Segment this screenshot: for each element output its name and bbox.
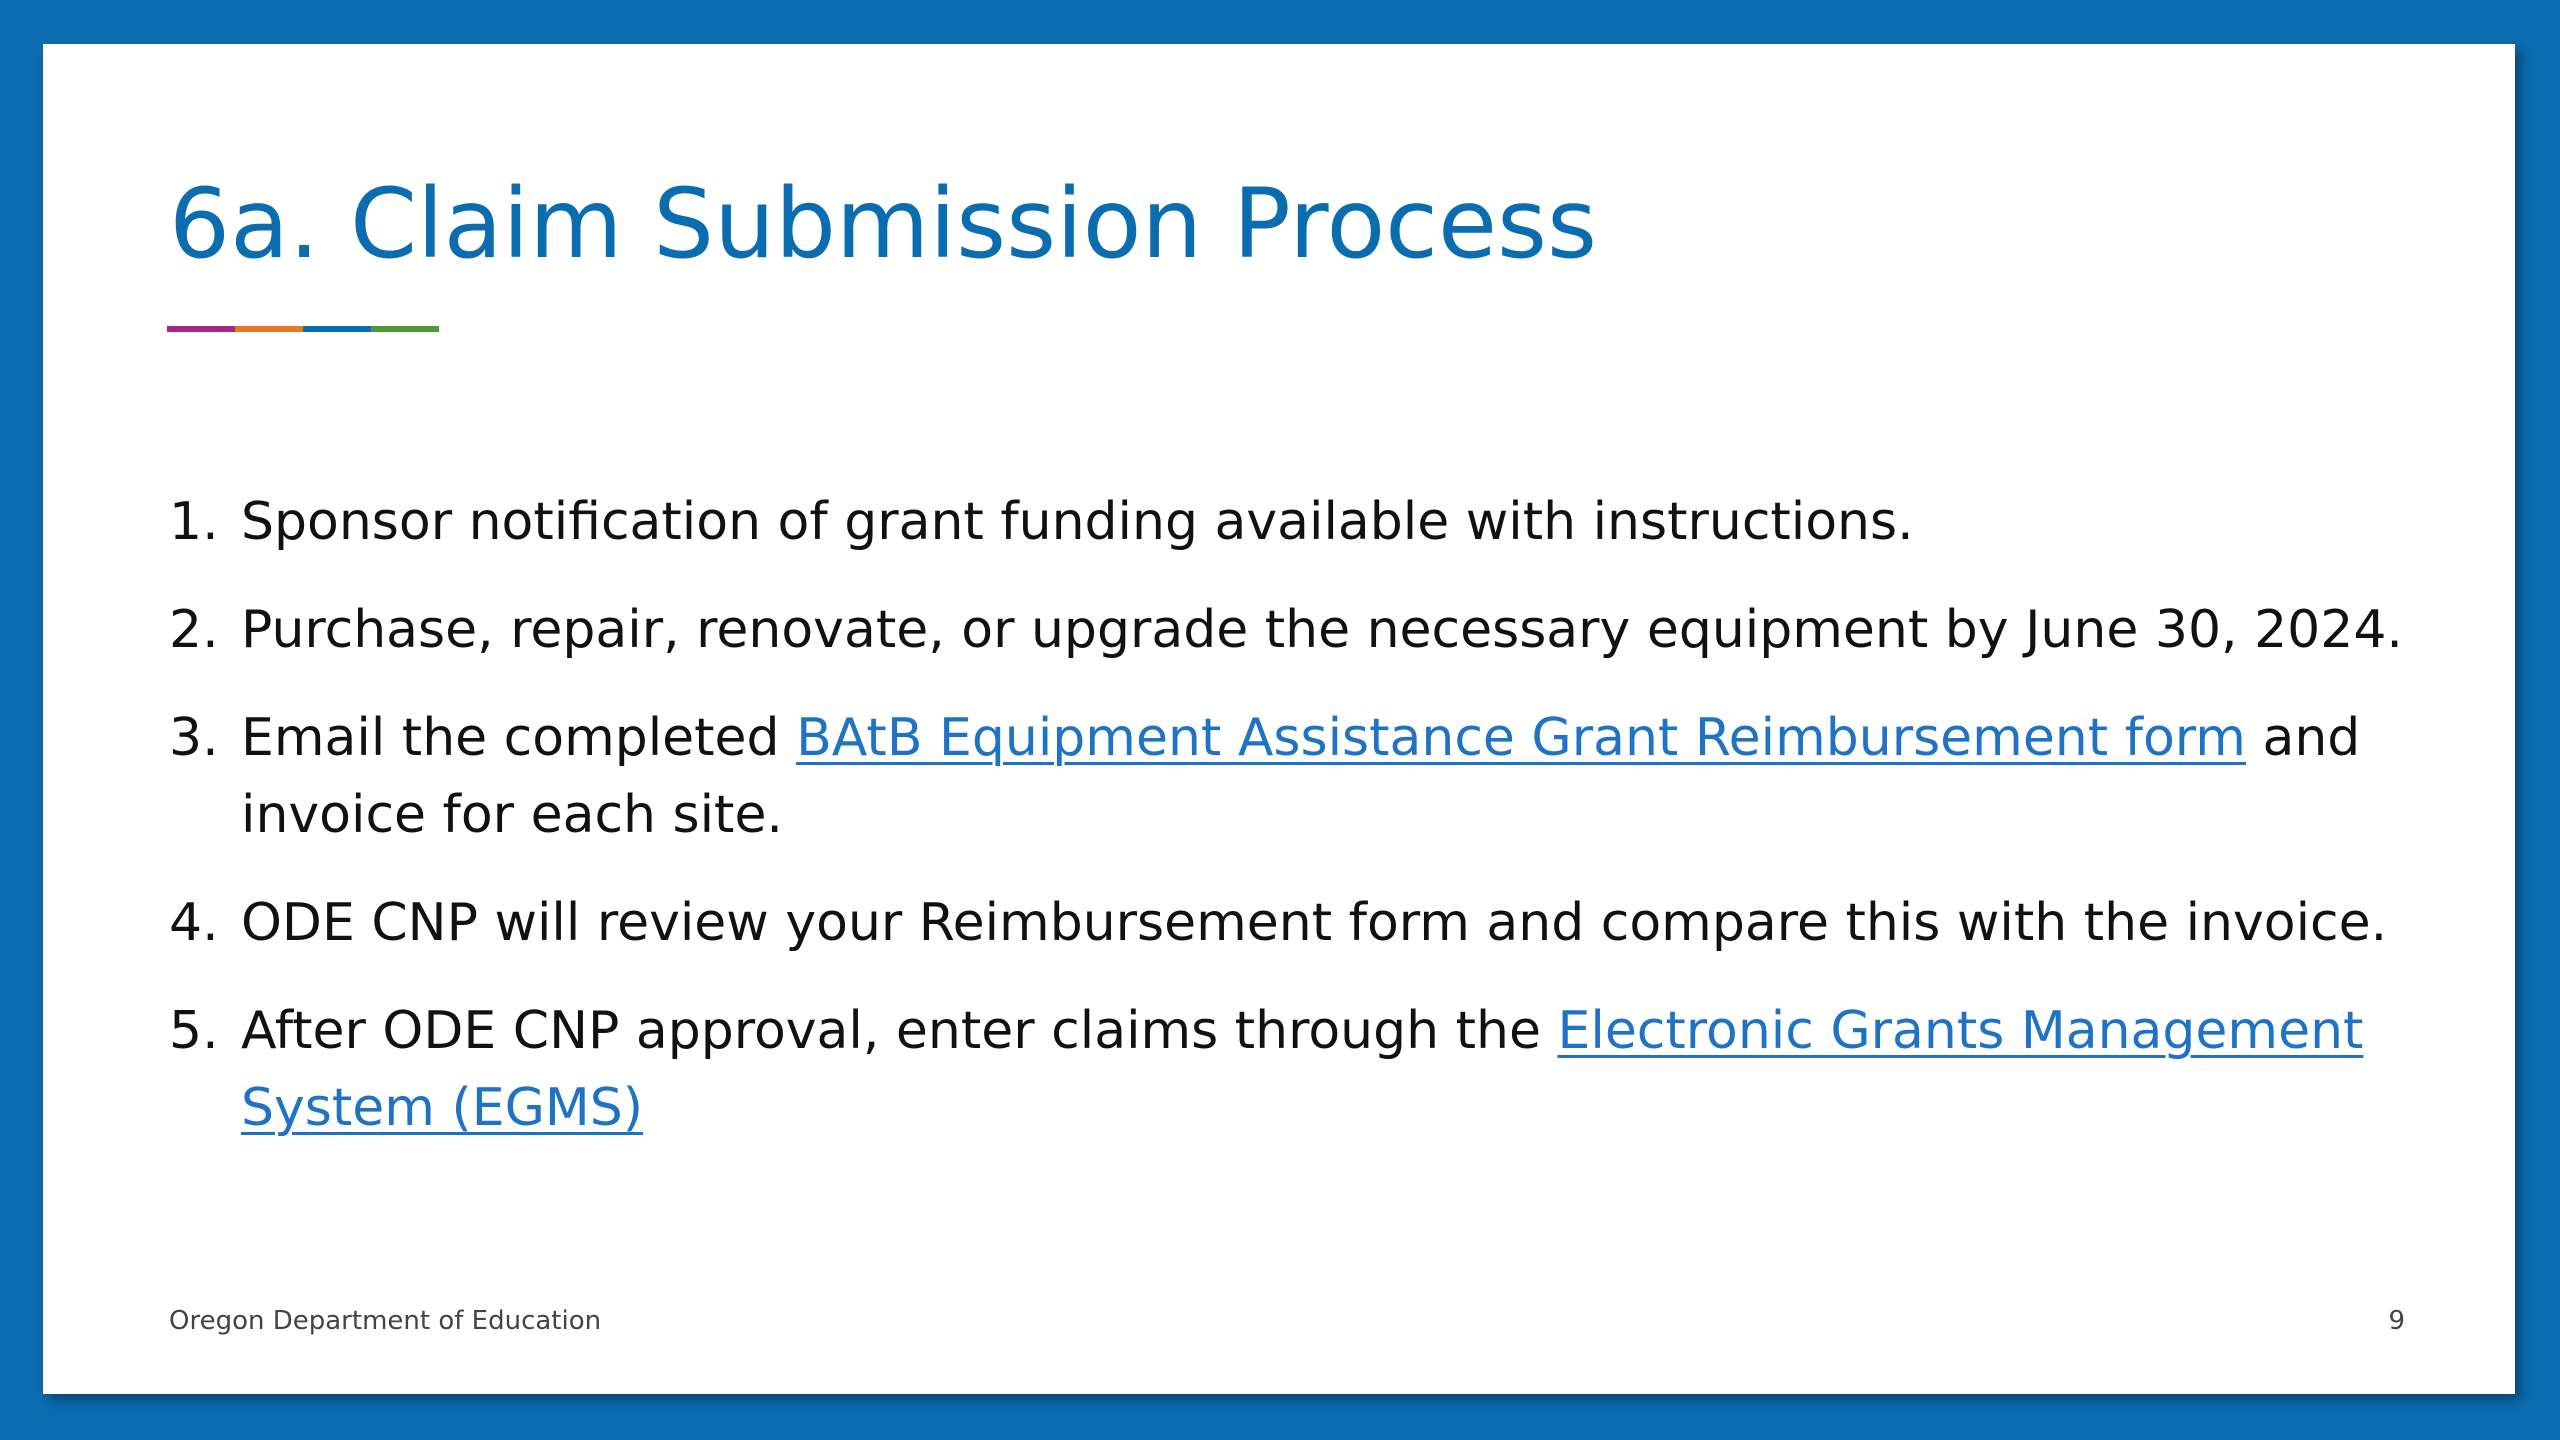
step-item	[169, 885, 2429, 962]
reimbursement-form-link[interactable]: BAtB Equipment Assistance Grant Reimbursement form	[796, 708, 2246, 768]
accent-segment-orange	[235, 326, 303, 332]
footer-organization: Oregon Department of Education	[169, 1306, 602, 1336]
step-text: Purchase, repair, renovate, or upgrade the necessary equipment by June 30, 2024.	[241, 600, 2403, 660]
egms-link[interactable]: Electronic Grants Management System (EGMS)	[241, 1001, 2364, 1138]
step-item	[169, 592, 2429, 669]
step-number: 5.	[169, 1001, 219, 1061]
step-number: 4.	[169, 893, 219, 953]
step-text: After ODE CNP approval, enter claims through the	[241, 1001, 1558, 1061]
step-item	[169, 484, 2429, 561]
step-text: Sponsor notification of grant funding available with instructions.	[241, 492, 1914, 552]
slide-title: 6a. Claim Submission Process	[169, 168, 1598, 280]
step-item	[169, 993, 2429, 1147]
step-number: 1.	[169, 492, 219, 552]
step-number: 2.	[169, 600, 219, 660]
footer-page-number: 9	[2388, 1306, 2405, 1336]
step-text: ODE CNP will review your Reimbursement form and compare this with the invoice.	[241, 893, 2388, 953]
process-steps-list	[169, 484, 2429, 1178]
step-text-after: and invoice for each site.	[241, 708, 2361, 845]
step-text: Email the completed	[241, 708, 797, 768]
accent-segment-magenta	[167, 326, 235, 332]
accent-segment-green	[371, 326, 439, 332]
step-item	[169, 700, 2429, 854]
title-accent-bar	[167, 326, 439, 332]
slide	[43, 44, 2515, 1394]
accent-segment-blue	[303, 326, 371, 332]
step-number: 3.	[169, 708, 219, 768]
